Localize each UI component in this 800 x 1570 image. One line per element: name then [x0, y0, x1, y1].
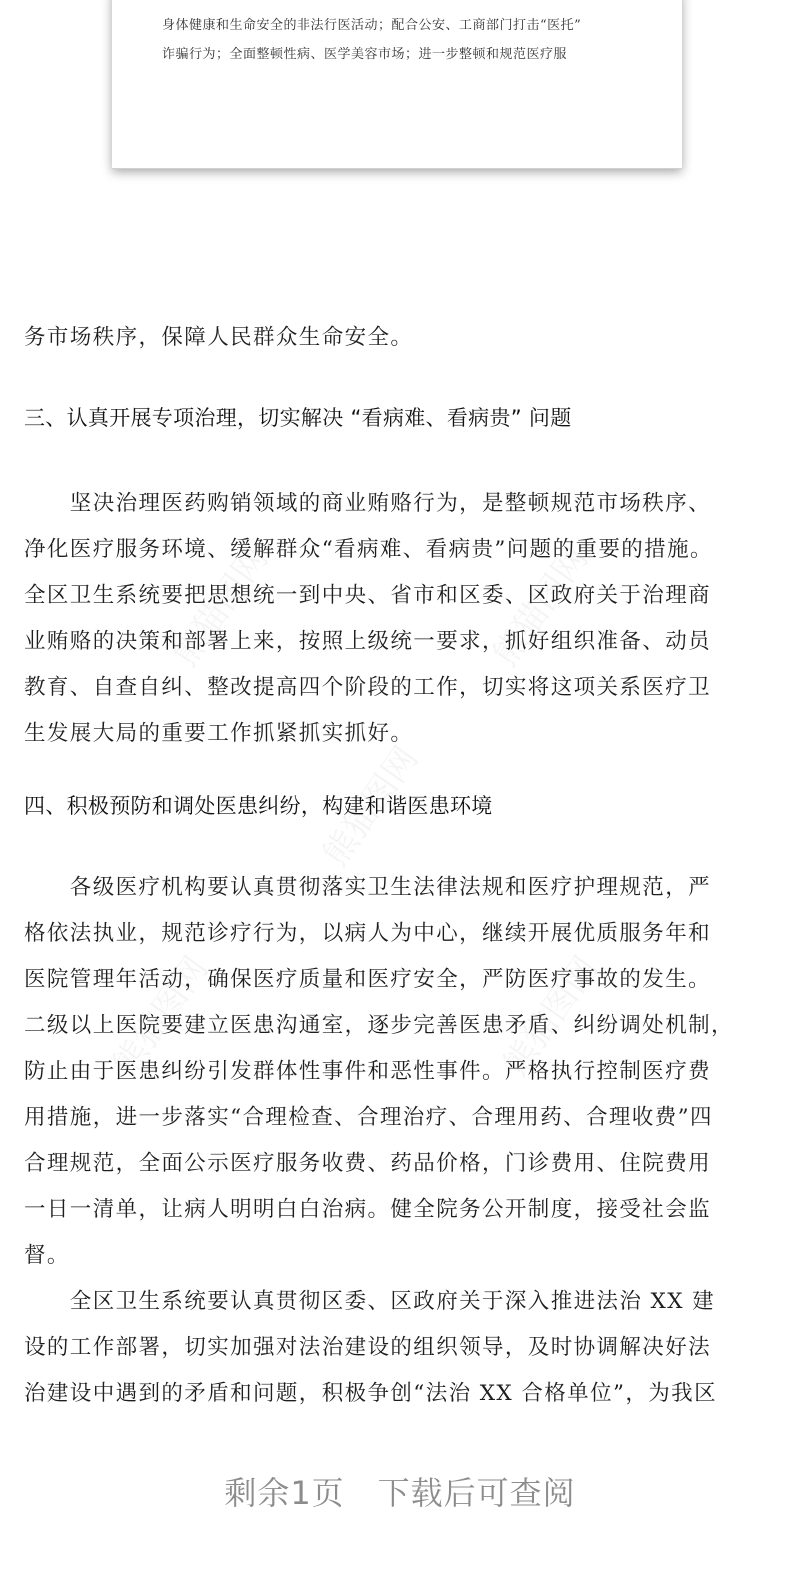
paragraph-line: 坚决治理医药购销领域的商业贿赂行为，是整顿规范市场秩序、	[24, 491, 712, 516]
paragraph-line: 教育、自查自纠、整改提高四个阶段的工作，切实将这项关系医疗卫	[24, 675, 712, 700]
section-heading: 三、认真开展专项治理，切实解决 “看病难、看病贵” 问题	[24, 406, 572, 430]
paragraph-line: 督。	[24, 1243, 70, 1268]
paragraph-line: 防止由于医患纠纷引发群体性事件和恶性事件。严格执行控制医疗费	[24, 1059, 712, 1084]
paragraph-line: 二级以上医院要建立医患沟通室，逐步完善医患矛盾、纠纷调处机制，	[24, 1013, 734, 1038]
paragraph-line: 全区卫生系统要认真贯彻区委、区政府关于深入推进法治 XX 建	[24, 1289, 716, 1314]
paragraph-line: 治建设中遇到的矛盾和问题，积极争创“法治 XX 合格单位”，为我区	[24, 1381, 717, 1406]
remaining-pages-notice[interactable]: 剩余1页 下载后可查阅	[224, 1474, 576, 1512]
paragraph-line: 用措施，进一步落实“合理检查、合理治疗、合理用药、合理收费”四	[24, 1105, 713, 1130]
paragraph-line: 合理规范，全面公示医疗服务收费、药品价格，门诊费用、住院费用	[24, 1151, 712, 1176]
paragraph-line: 格依法执业，规范诊疗行为，以病人为中心，继续开展优质服务年和	[24, 921, 712, 946]
paragraph-line: 务市场秩序，保障人民群众生命安全。	[24, 325, 414, 350]
preview-line-2: 诈骗行为；全面整顿性病、医学美容市场；进一步整顿和规范医疗服	[162, 47, 568, 62]
paragraph-line: 净化医疗服务环境、缓解群众“看病难、看病贵”问题的重要的措施。	[24, 537, 713, 562]
paragraph-line: 各级医疗机构要认真贯彻落实卫生法律法规和医疗护理规范，严	[24, 875, 712, 900]
paragraph-line: 一日一清单，让病人明明白白治病。健全院务公开制度，接受社会监	[24, 1197, 712, 1222]
previous-page-preview	[112, 0, 682, 169]
section-heading: 四、积极预防和调处医患纠纷，构建和谐医患环境	[24, 794, 493, 818]
paragraph-line: 全区卫生系统要把思想统一到中央、省市和区委、区政府关于治理商	[24, 583, 712, 608]
preview-line-1: 身体健康和生命安全的非法行医活动；配合公安、工商部门打击“医托”	[162, 18, 582, 33]
paragraph-line: 医院管理年活动，确保医疗质量和医疗安全，严防医疗事故的发生。	[24, 967, 712, 992]
paragraph-line: 生发展大局的重要工作抓紧抓实抓好。	[24, 721, 414, 746]
paragraph-line: 设的工作部署，切实加强对法治建设的组织领导，及时协调解决好法	[24, 1335, 712, 1360]
paragraph-line: 业贿赂的决策和部署上来，按照上级统一要求，抓好组织准备、动员	[24, 629, 712, 654]
